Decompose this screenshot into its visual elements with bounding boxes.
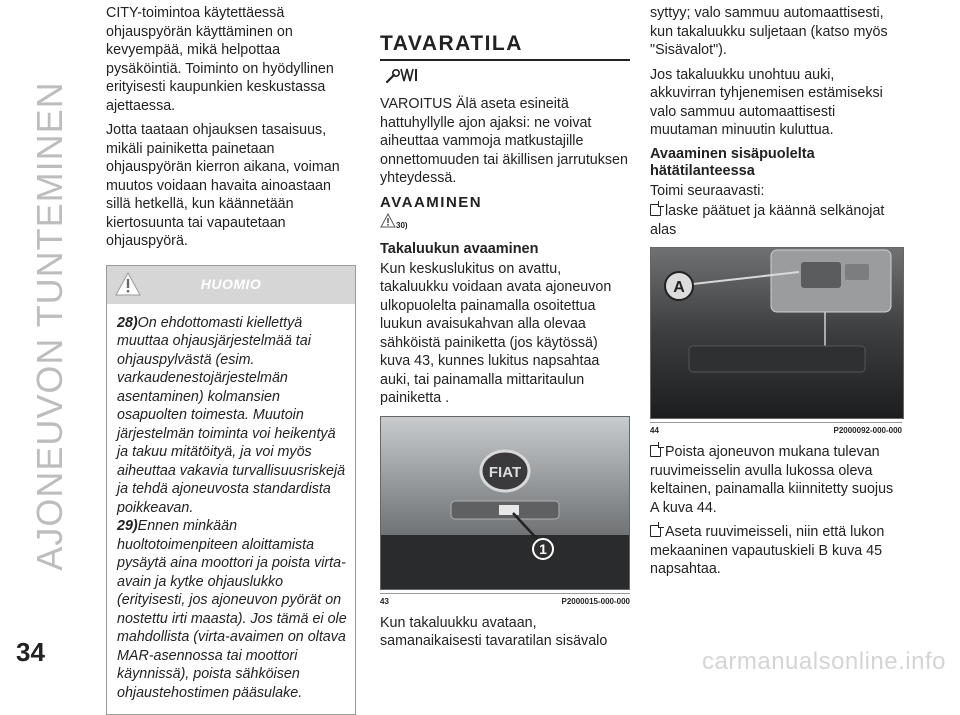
subheading-emergency-opening: Avaaminen sisäpuolelta hätätilanteessa	[650, 146, 902, 180]
note-29-text: Ennen minkään huoltotoimenpiteen aloittamista pysäytä aina moottori ja poista virta-avain ja kytke ohjauslukko (erityisesti, jos ajoneuvon pyörät on nostettu irti maasta). Jos tämä ei ole mahdollista (virta-avaimen on oltava MAR-asennossa tai moottori käynnissä), poista sähköisen ohjaustehostimen pääsulake.	[117, 518, 347, 701]
huomio-label: HUOMIO	[107, 276, 355, 292]
figure-43	[380, 416, 630, 606]
note-29	[117, 517, 347, 702]
note-28-number: 28)	[117, 315, 138, 331]
column-1	[106, 4, 356, 715]
paragraph-steering-smoothness: Jotta taataan ohjauksen tasaisuus, mikäli painiketta painetaan ohjauspyörän kierron aikana, voiman muutos voidaan havaita ainoastaan sillä hetkellä, kun käännetään kiertosuunta tai vapautetaan ohjauspyörä.	[106, 121, 356, 251]
huomio-body	[107, 304, 355, 715]
figure-code: P2000015-000-000	[561, 597, 630, 606]
page-number: 34	[16, 637, 45, 668]
figure-badge-a: A	[673, 279, 685, 296]
note-28	[117, 314, 347, 518]
watermark: carmanualsonline.info	[702, 648, 946, 676]
huomio-header	[107, 266, 355, 304]
figure-code: P2000092-000-000	[833, 426, 902, 435]
figure-number: 43	[380, 597, 389, 606]
subheading-takaluukun-avaaminen: Takaluukun avaaminen	[380, 241, 630, 258]
paragraph-battery: Jos takaluukku unohtuu auki, akkuvirran tyhjenemisen estämiseksi valo sammuu automaattisesti muutaman minuutin kuluttua.	[650, 66, 902, 140]
checkbox-bullet-icon	[650, 445, 661, 457]
figure-44	[650, 247, 902, 435]
note-29-number: 29)	[117, 518, 138, 534]
checkbox-bullet-icon	[650, 204, 661, 216]
paragraph-city-function: CITY-toimintoa käytettäessä ohjauspyörän käyttäminen on kevyempää, mikä helpottaa pysäköintiä. Toiminto on hyödyllinen erityisesti kaupunkien keskustassa ajettaessa.	[106, 4, 356, 115]
lock-photo	[650, 247, 904, 419]
note-28-text: On ehdottomasti kiellettyä muuttaa ohjausjärjestelmää tai ohjauspylvästä (esim. varkaudenestojärjestelmän asentaminen) kolmansien osapuolten toimesta. Muutoin järjestelmän toiminta voi heikentyä ja takuu mitätöityä, ja voi myös aiheuttaa vakavia turvallisuusriskejä ja tehdä ajoneuvosta standardista poikkeavan.	[117, 315, 345, 516]
column-2	[380, 4, 630, 657]
column-3	[650, 4, 902, 585]
reference-number: 30)	[396, 221, 408, 230]
step-3-text: Aseta ruuvimeisseli, niin että lukon mekaaninen vapautuskieli B kuva 45 napsahtaa.	[650, 524, 884, 577]
chapter-side-title: AJONEUVON TUNTEMINEN	[29, 26, 71, 626]
step-3	[650, 523, 902, 579]
warning-triangle-icon	[380, 213, 396, 233]
tailgate-photo	[380, 416, 630, 590]
paragraph-after-figure: Kun takaluukku avataan, samanaikaisesti tavaratilan sisävalo	[380, 614, 630, 651]
step-1	[650, 202, 902, 239]
paragraph-light-off: syttyy; valo sammuu automaattisesti, kun takaluukku suljetaan (katso myös "Sisävalot").	[650, 4, 902, 60]
huomio-box	[106, 265, 356, 715]
figure-badge-1: 1	[539, 541, 547, 557]
paragraph-instructions: Toimi seuraavasti:	[650, 182, 902, 201]
step-2-text: Poista ajoneuvon mukana tulevan ruuvimeisselin avulla lukossa oleva keltainen, painamalla kiinnitetty suojus A kuva 44.	[650, 444, 893, 516]
fiat-logo: FIAT	[489, 464, 521, 481]
figure-number: 44	[650, 426, 659, 435]
wrench-warning-icon	[384, 65, 630, 87]
paragraph-opening: Kun keskuslukitus on avattu, takaluukku voidaan avata ajoneuvon ulkopuolelta painamalla osoitettua luukun avaisukahvan alla olevaa sähköistä painiketta (jos käytössä) kuva 43, kunnes lukitus napsahtaa auki, tai painamalla mittaritaulun painiketta .	[380, 260, 630, 408]
subheading-avaaminen: AVAAMINEN	[380, 194, 630, 211]
section-heading-tavaratila: TAVARATILA	[380, 32, 630, 56]
figure-43-caption	[380, 593, 630, 606]
figure-44-caption	[650, 422, 902, 435]
heading-rule	[380, 59, 630, 61]
reference-row	[380, 213, 630, 239]
paragraph-warning: VAROITUS Älä aseta esineitä hattuhyllylle ajon ajaksi: ne voivat aiheuttaa vammoja matkustajille onnettomuuden tai äkillisen jarrutuksen yhteydessä.	[380, 95, 630, 188]
checkbox-bullet-icon	[650, 525, 661, 537]
step-1-text: laske päätuet ja käännä selkänojat alas	[650, 203, 884, 238]
step-2	[650, 443, 902, 517]
